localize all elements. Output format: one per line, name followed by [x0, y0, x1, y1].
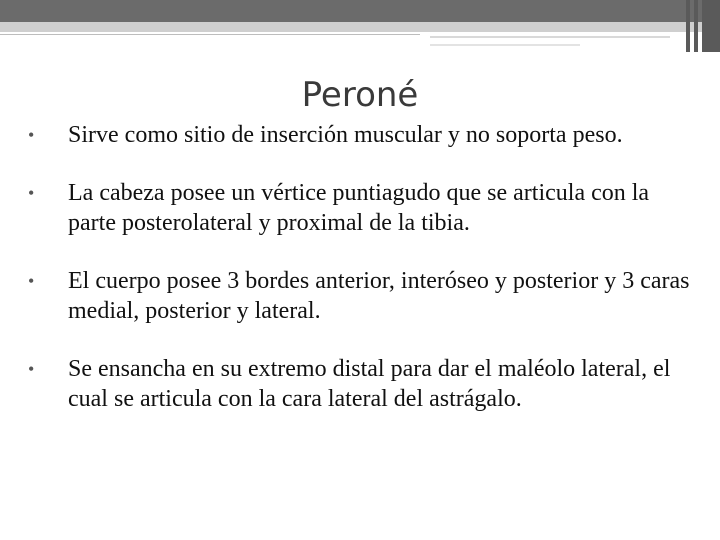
header-band-light	[0, 22, 720, 32]
bullet-icon: •	[28, 125, 35, 145]
divider-line	[430, 36, 670, 38]
divider-line	[0, 34, 420, 35]
divider-line	[430, 44, 580, 46]
bullet-item	[28, 120, 698, 150]
bullet-item	[28, 178, 698, 238]
bullet-icon: •	[28, 271, 35, 291]
bullet-text: El cuerpo posee 3 bordes anterior, interóseo y posterior y 3 caras medial, posterior y lateral.	[68, 268, 690, 324]
corner-bars-decoration	[686, 0, 720, 52]
bullet-text: Sirve como sitio de inserción muscular y no soporta peso.	[68, 122, 623, 148]
bullet-item	[28, 266, 698, 326]
bullet-item	[28, 354, 698, 414]
bullet-text: Se ensancha en su extremo distal para dar el maléolo lateral, el cual se articula con la cara lateral del astrágalo.	[68, 356, 671, 412]
bullet-icon: •	[28, 183, 35, 203]
bullet-text: La cabeza posee un vértice puntiagudo que se articula con la parte posterolateral y proximal de la tibia.	[68, 180, 650, 236]
bullet-list	[28, 120, 698, 442]
header-band	[0, 0, 720, 22]
slide-title: Peroné	[301, 74, 419, 115]
bullet-icon: •	[28, 359, 35, 379]
